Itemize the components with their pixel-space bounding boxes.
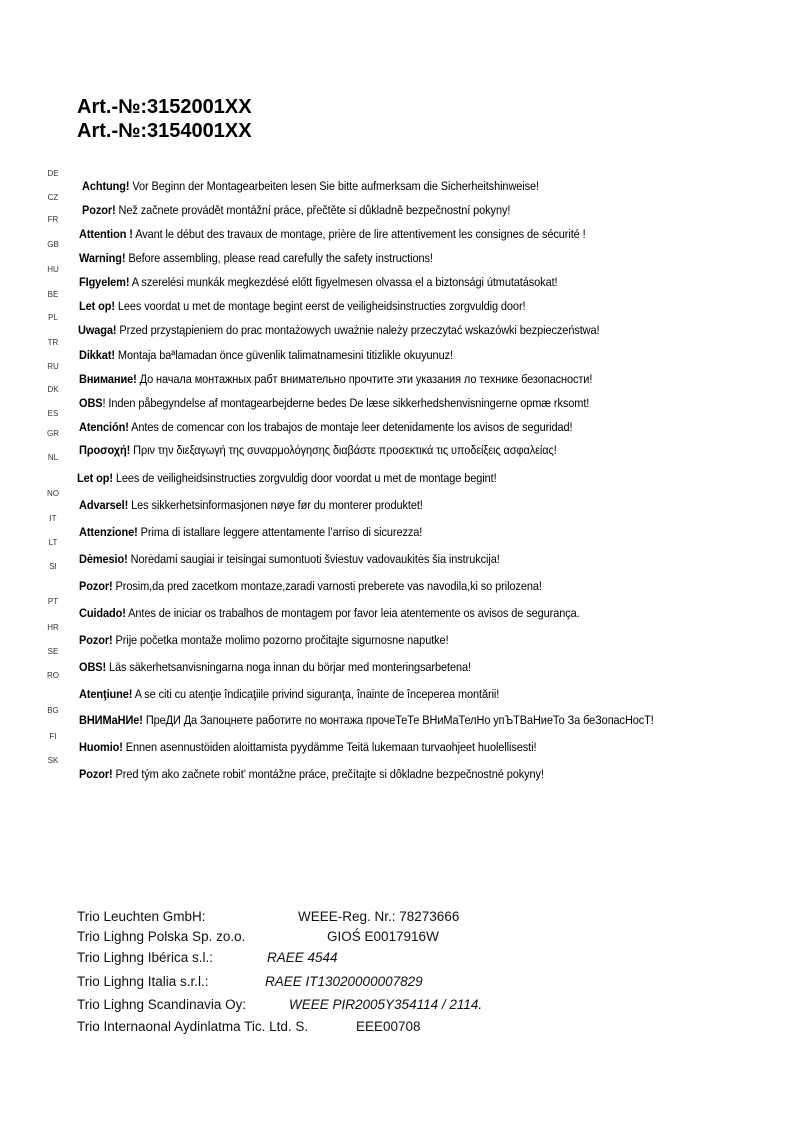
warning-text: Antes de iniciar os trabalhos de montagem por favor leia atentemente os avisos de segurança. (125, 606, 580, 620)
warning-lead: Pozor! (82, 203, 116, 217)
company-name: Trio Leuchten GmbH: (77, 909, 206, 924)
language-code: PT (47, 597, 59, 606)
safety-warning (79, 347, 453, 363)
safety-warning (79, 274, 558, 290)
warning-text: Avant le début des travaux de montage, prière de lire attentivement les consignes de sécurité ! (132, 227, 586, 241)
warning-text: Norėdami saugiai ir teisingai sumontuoti šviestuv vadovaukitės šia instrukcija! (127, 552, 500, 566)
language-code: IT (49, 514, 57, 523)
company-name: Trio Lighng Polska Sp. zo.o. (77, 929, 246, 944)
language-code: HU (47, 265, 59, 274)
safety-warning (79, 524, 422, 540)
safety-warning (79, 712, 654, 728)
registration-number: WEEE-Reg. Nr.: 78273666 (298, 909, 460, 924)
safety-warning (79, 766, 544, 782)
warning-text: Ennen asennustöiden aloittamista pyydämme Teitä lukemaan turvaohjeet huolellisesti! (122, 740, 537, 754)
safety-warning (79, 605, 580, 621)
warning-text: Before assembling, please read carefully the safety instructions! (125, 251, 433, 265)
language-code: SI (49, 562, 57, 571)
warning-lead: Warning! (79, 251, 126, 265)
warning-lead: Huomio! (79, 740, 123, 754)
language-code: BG (47, 706, 59, 715)
safety-warning (79, 371, 592, 387)
warning-lead: Uwaga! (78, 323, 117, 337)
safety-warning (79, 551, 500, 567)
safety-warning (82, 178, 539, 194)
warning-lead: Attenzione! (79, 525, 138, 539)
language-code: LT (48, 538, 58, 547)
warning-text: До начала монтажных рабт внимательно прочтите эти указания ло технике безопасности! (136, 372, 593, 386)
warning-lead: Atenţiune! (79, 687, 133, 701)
warning-text: Montaja baªlamadan önce güvenlik talimatnamesini titizlikle okuyunuz! (114, 348, 453, 362)
safety-warning (79, 419, 572, 435)
safety-warning (82, 202, 510, 218)
language-code: DK (47, 385, 59, 394)
warning-text: Než začnete provádět montážní práce, přečtěte si důkladně bezpečnostní pokyny! (115, 203, 511, 217)
warning-text: A szerelési munkák megkezdésé előtt figyelmesen olvassa el a biztonsági útmutatásokat! (129, 275, 558, 289)
company-name: Trio Lighng Italia s.r.l.: (77, 974, 209, 989)
language-code: FI (49, 732, 57, 741)
warning-text: Prosim,da pred zacetkom montaze,zaradi varnosti preberete vas navodila,ki so prilozena! (112, 579, 542, 593)
warning-lead: ВНИМаНИе! (79, 713, 143, 727)
language-code: GB (47, 240, 59, 249)
warning-lead: Let op! (79, 299, 115, 313)
warning-lead: Pozor! (79, 767, 113, 781)
language-code: CZ (47, 193, 59, 202)
article-number: Art.-№:3152001XX (77, 96, 252, 118)
language-code: SK (47, 756, 59, 765)
warning-lead: Pozor! (79, 579, 113, 593)
safety-warning (78, 322, 599, 338)
warning-lead: Attention ! (79, 227, 133, 241)
warning-lead: OBS! (79, 660, 107, 674)
warning-text: Lees voordat u met de montage begint eerst de veiligheidsinstructies zorgvuldig door! (114, 299, 526, 313)
warning-text: ! Inden påbegyndelse af montagearbejderne bedes De læse sikkerhedshenvisningerne opmæ rksomt! (102, 396, 590, 410)
warning-text: Antes de comencar con los trabajos de montaje leer detenidamente los avisos de seguridad! (128, 420, 573, 434)
registration-number: WEEE PIR2005Y354114 / 2114. (289, 997, 483, 1012)
warning-lead: OBS (79, 396, 103, 410)
warning-text: Läs säkerhetsanvisningarna noga innan du börjar med monteringsarbetena! (106, 660, 471, 674)
company-name: Trio Internaonal Aydinlatma Tic. Ltd. S. (77, 1019, 309, 1034)
warning-text: ПреДИ Да Запоцнете работите по монтажа прочеТеТе ВНиМаТелНо упЪТВаНиеТо За беЗопасНосТ! (142, 713, 654, 727)
warning-text: Prima di istallare leggere attentamente l’arriso di sicurezza! (137, 525, 423, 539)
warning-text: Lees de veiligheidsinstructies zorgvuldig door voordat u met de montage begint! (112, 471, 497, 485)
language-code: NL (47, 453, 59, 462)
language-code: RO (47, 671, 59, 680)
registration-number: EEE00708 (356, 1019, 421, 1034)
warning-lead: Внимание! (79, 372, 137, 386)
safety-warning (79, 578, 542, 594)
language-code: PL (48, 313, 58, 322)
company-name: Trio Lighng Ibérica s.l.: (77, 950, 214, 965)
registration-number: GIOŚ E0017916W (327, 929, 439, 944)
warning-lead: Cuidado! (79, 606, 126, 620)
language-code: RU (47, 362, 59, 371)
warning-lead: Προσοχή! (79, 443, 131, 457)
safety-warning (79, 497, 423, 513)
warning-text: Les sikkerhetsinformasjonen nøye før du monterer produktet! (128, 498, 423, 512)
warning-text: Pred tým ako začnete robit’ montážne práce, prečítajte si dôkladne bezpečnostné pokyny! (112, 767, 544, 781)
company-name: Trio Lighng Scandinavia Oy: (77, 997, 247, 1012)
safety-warning (79, 442, 557, 458)
warning-lead: Let op! (77, 471, 113, 485)
article-number: Art.-№:3154001XX (77, 120, 252, 142)
registration-number: RAEE IT13020000007829 (265, 974, 423, 989)
warning-lead: Dėmesio! (79, 552, 128, 566)
safety-warning (79, 395, 589, 411)
safety-warning (79, 632, 449, 648)
language-code: TR (47, 338, 59, 347)
safety-warning (79, 739, 536, 755)
warning-lead: Achtung! (82, 179, 130, 193)
language-code: HR (47, 623, 59, 632)
registration-number: RAEE 4544 (267, 950, 338, 965)
language-code: BE (47, 290, 59, 299)
warning-text: Prije početka montaže molimo pozorno pročitajte sigurnosne naputke! (112, 633, 449, 647)
safety-warning (79, 686, 499, 702)
warning-text: Vor Beginn der Montagearbeiten lesen Sie bitte aufmerksam die Sicherheitshinweise! (129, 179, 540, 193)
safety-warning (79, 226, 586, 242)
safety-warning (79, 298, 525, 314)
language-code: ES (47, 409, 59, 418)
language-code: FR (47, 215, 59, 224)
warning-lead: Advarsel! (79, 498, 129, 512)
warning-text: Πριν την διεξαγωγή της συναρμολόγησης διαβάστε προσεκτικά τις υποδείξεις ασφαλείας! (130, 443, 557, 457)
language-code: NO (47, 489, 59, 498)
warning-lead: Atención! (79, 420, 129, 434)
warning-lead: FIgyelem! (79, 275, 130, 289)
safety-warning (79, 659, 471, 675)
safety-warning (79, 250, 433, 266)
warning-text: A se citi cu atenţie îndicaţiile privind siguranţa, înainte de începerea montării! (132, 687, 500, 701)
language-code: DE (47, 169, 59, 178)
warning-text: Przed przystąpieniem do prac montażowych uważnie należy przeczytać wskazówki bezpieczeństwa! (116, 323, 600, 337)
language-code: GR (47, 429, 59, 438)
language-code: SE (47, 647, 59, 656)
warning-lead: Dikkat! (79, 348, 115, 362)
warning-lead: Pozor! (79, 633, 113, 647)
safety-warning (77, 470, 497, 486)
